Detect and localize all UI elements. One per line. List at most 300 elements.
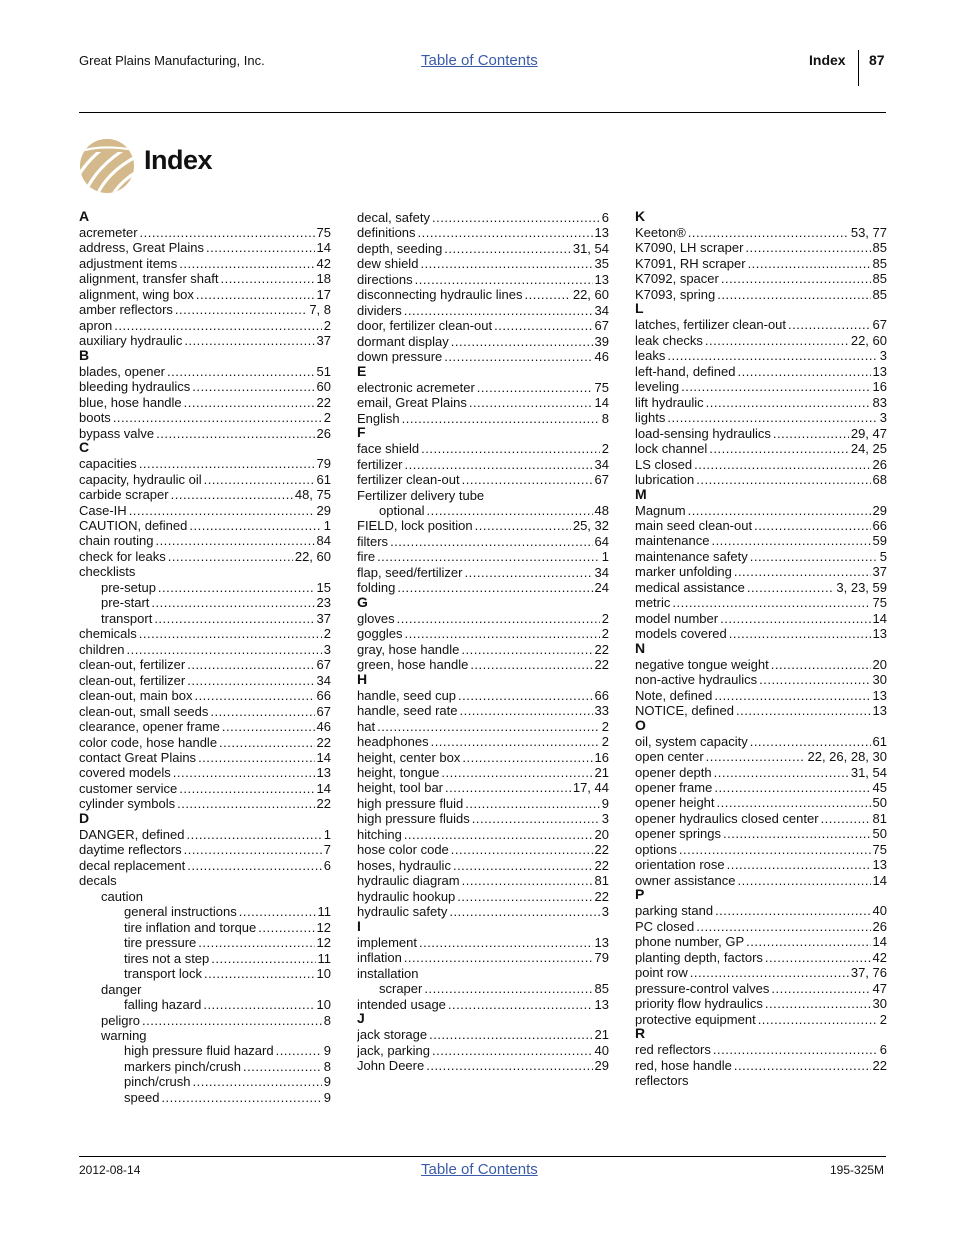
- index-page-refs[interactable]: 6: [879, 1042, 887, 1058]
- index-page-refs[interactable]: 7, 8: [309, 302, 331, 318]
- index-entry[interactable]: [357, 272, 609, 287]
- index-entry[interactable]: [357, 441, 609, 456]
- index-page-refs[interactable]: 13: [594, 271, 609, 287]
- index-entry[interactable]: [79, 1090, 331, 1105]
- index-entry[interactable]: [79, 827, 331, 842]
- index-page-refs[interactable]: 42: [872, 949, 887, 965]
- index-page-refs[interactable]: 3: [879, 348, 887, 364]
- index-page-refs[interactable]: 42: [316, 255, 331, 271]
- index-page-refs[interactable]: 14: [872, 610, 887, 626]
- index-entry[interactable]: [635, 426, 887, 441]
- index-entry[interactable]: [79, 951, 331, 966]
- index-page-refs[interactable]: 1: [601, 549, 609, 565]
- index-entry[interactable]: [79, 966, 331, 981]
- index-page-refs[interactable]: 22: [594, 842, 609, 858]
- index-entry[interactable]: [79, 781, 331, 796]
- dot-leader: [239, 904, 316, 919]
- index-entry[interactable]: [635, 441, 887, 456]
- dot-leader: [765, 996, 871, 1011]
- index-page-refs[interactable]: 29: [594, 1057, 609, 1073]
- index-entry[interactable]: [79, 1059, 331, 1074]
- index-entry[interactable]: [635, 1012, 887, 1027]
- index-page-refs[interactable]: 3: [323, 641, 331, 657]
- index-entry[interactable]: [79, 580, 331, 595]
- index-page-refs[interactable]: 35: [594, 256, 609, 272]
- index-page-refs[interactable]: 33: [594, 703, 609, 719]
- index-page-refs[interactable]: 37: [316, 610, 331, 626]
- index-entry[interactable]: [357, 904, 609, 919]
- index-page-refs[interactable]: 13: [872, 857, 887, 873]
- index-page-refs[interactable]: 40: [594, 1042, 609, 1058]
- index-page-refs[interactable]: 59: [872, 533, 887, 549]
- index-page-refs[interactable]: 46: [594, 349, 609, 365]
- index-entry[interactable]: [79, 657, 331, 672]
- index-entry[interactable]: [635, 1058, 887, 1073]
- index-page-refs[interactable]: 81: [594, 873, 609, 889]
- index-entry[interactable]: [79, 858, 331, 873]
- index-entry[interactable]: [635, 780, 887, 795]
- index-entry[interactable]: [357, 935, 609, 950]
- index-entry[interactable]: [357, 256, 609, 271]
- index-entry[interactable]: [635, 256, 887, 271]
- index-page-refs[interactable]: 34: [594, 456, 609, 472]
- index-entry[interactable]: [79, 549, 331, 564]
- index-entry[interactable]: [635, 903, 887, 918]
- index-entry[interactable]: [357, 842, 609, 857]
- index-page-refs[interactable]: 22: [316, 796, 331, 812]
- index-page-refs[interactable]: 11: [317, 904, 331, 920]
- index-page-refs[interactable]: 26: [316, 425, 331, 441]
- index-page-refs[interactable]: 10: [316, 966, 331, 982]
- index-entry[interactable]: [357, 642, 609, 657]
- index-entry[interactable]: [635, 934, 887, 949]
- index-page-refs[interactable]: 22: [594, 857, 609, 873]
- index-entry[interactable]: [635, 996, 887, 1011]
- index-page-refs[interactable]: 68: [872, 472, 887, 488]
- index-entry[interactable]: [357, 981, 609, 996]
- index-entry[interactable]: [357, 411, 609, 426]
- index-entry[interactable]: [357, 241, 609, 256]
- index-page-refs[interactable]: 21: [594, 765, 609, 780]
- index-entry[interactable]: [635, 379, 887, 394]
- index-entry[interactable]: [635, 549, 887, 564]
- index-page-refs[interactable]: 22: [594, 641, 609, 657]
- index-page-refs[interactable]: 6: [323, 857, 331, 873]
- index-entry[interactable]: [635, 410, 887, 425]
- index-entry[interactable]: [79, 379, 331, 394]
- index-entry[interactable]: [79, 225, 331, 240]
- index-entry[interactable]: [357, 380, 609, 395]
- index-entry[interactable]: [635, 965, 887, 980]
- index-page-refs[interactable]: 20: [872, 656, 887, 672]
- index-entry[interactable]: [79, 256, 331, 271]
- index-page-refs[interactable]: 8: [323, 1058, 331, 1074]
- index-page-refs[interactable]: 22: [316, 734, 331, 750]
- index-entry[interactable]: [635, 503, 887, 518]
- index-entry[interactable]: [79, 935, 331, 950]
- index-entry[interactable]: [357, 796, 609, 811]
- index-page-refs[interactable]: 13: [316, 765, 331, 781]
- index-page-refs[interactable]: 2: [601, 626, 609, 642]
- index-page-refs[interactable]: 13: [872, 687, 887, 703]
- index-page-refs[interactable]: 3: [879, 410, 887, 426]
- index-page-refs[interactable]: 50: [872, 826, 887, 842]
- index-page-refs[interactable]: 14: [872, 872, 887, 888]
- index-page-refs[interactable]: 61: [872, 733, 887, 749]
- index-entry[interactable]: [635, 688, 887, 703]
- index-page-refs[interactable]: 31, 54: [572, 240, 609, 256]
- index-entry[interactable]: [635, 672, 887, 687]
- index-entry[interactable]: [357, 518, 609, 533]
- index-page-refs[interactable]: 34: [316, 672, 331, 688]
- index-entry[interactable]: [635, 518, 887, 533]
- index-page-refs[interactable]: 13: [594, 934, 609, 950]
- index-page-refs[interactable]: 22, 60: [572, 287, 609, 303]
- index-entry[interactable]: [79, 735, 331, 750]
- toc-link-header[interactable]: Table of Contents: [421, 52, 538, 69]
- index-page-refs[interactable]: 16: [594, 749, 609, 765]
- index-page-refs[interactable]: 12: [316, 919, 331, 935]
- index-entry[interactable]: [635, 811, 887, 826]
- index-page-refs[interactable]: 8: [323, 1012, 331, 1028]
- index-entry[interactable]: [635, 595, 887, 610]
- index-page-refs[interactable]: 48, 75: [294, 487, 331, 503]
- index-page-refs[interactable]: 81: [872, 810, 887, 826]
- index-page-refs[interactable]: 24, 25: [850, 441, 887, 457]
- index-entry[interactable]: [79, 364, 331, 379]
- index-entry[interactable]: [79, 842, 331, 857]
- index-page-refs[interactable]: 46: [316, 719, 331, 735]
- index-entry[interactable]: [635, 240, 887, 255]
- index-page-refs[interactable]: 66: [594, 687, 609, 703]
- index-page-refs[interactable]: 85: [594, 981, 609, 997]
- index-entry[interactable]: [79, 240, 331, 255]
- index-entry[interactable]: [357, 703, 609, 718]
- index-page-refs[interactable]: 67: [594, 318, 609, 334]
- index-page-refs[interactable]: 14: [872, 934, 887, 950]
- index-entry[interactable]: [357, 472, 609, 487]
- index-page-refs[interactable]: 37: [316, 333, 331, 349]
- index-page-refs[interactable]: 75: [872, 595, 887, 611]
- index-entry[interactable]: [357, 457, 609, 472]
- index-entry[interactable]: [79, 688, 331, 703]
- index-page-refs[interactable]: 22: [872, 1057, 887, 1073]
- index-page-refs[interactable]: 85: [872, 271, 887, 287]
- index-page-refs[interactable]: 67: [316, 657, 331, 673]
- index-entry[interactable]: [357, 1027, 609, 1042]
- index-page-refs[interactable]: 2: [601, 441, 609, 457]
- index-entry[interactable]: [357, 287, 609, 302]
- index-page-refs[interactable]: 51: [316, 363, 331, 379]
- index-entry[interactable]: [79, 796, 331, 811]
- dot-leader: [681, 379, 870, 394]
- index-entry[interactable]: [635, 626, 887, 641]
- index-page-refs[interactable]: 75: [872, 841, 887, 857]
- index-page-refs[interactable]: 9: [323, 1089, 331, 1105]
- index-entry[interactable]: [357, 873, 609, 888]
- index-page-refs[interactable]: 21: [594, 1027, 609, 1043]
- index-page-refs[interactable]: 14: [594, 395, 609, 411]
- index-page-refs[interactable]: 2: [323, 317, 331, 333]
- index-entry[interactable]: [357, 395, 609, 410]
- index-entry[interactable]: [79, 287, 331, 302]
- index-page-refs[interactable]: 8: [601, 410, 609, 426]
- index-page-refs[interactable]: 2: [601, 734, 609, 750]
- index-page-refs[interactable]: 3: [601, 904, 609, 920]
- index-page-refs[interactable]: 2: [879, 1011, 887, 1027]
- index-page-refs[interactable]: 22: [316, 394, 331, 410]
- index-page-refs[interactable]: 37, 76: [850, 965, 887, 981]
- index-page-refs[interactable]: 66: [316, 688, 331, 704]
- index-page-refs[interactable]: 83: [872, 394, 887, 410]
- index-page-refs[interactable]: 34: [594, 302, 609, 318]
- index-page-refs[interactable]: 50: [872, 795, 887, 811]
- index-entry[interactable]: [357, 734, 609, 749]
- index-entry[interactable]: [635, 364, 887, 379]
- index-page-refs[interactable]: 17, 44: [572, 780, 609, 796]
- index-page-refs[interactable]: 22, 26, 28, 30: [807, 749, 887, 765]
- index-term: capacity, hydraulic oil: [79, 471, 202, 487]
- index-entry[interactable]: [357, 534, 609, 549]
- index-page-refs[interactable]: 75: [316, 225, 331, 240]
- toc-link-footer[interactable]: Table of Contents: [421, 1161, 538, 1178]
- index-entry[interactable]: [357, 1043, 609, 1058]
- index-page-refs[interactable]: 23: [316, 595, 331, 611]
- index-page-refs[interactable]: 61: [316, 471, 331, 487]
- index-entry[interactable]: [79, 611, 331, 626]
- index-entry[interactable]: [357, 750, 609, 765]
- index-entry[interactable]: [357, 565, 609, 580]
- index-entry[interactable]: [635, 857, 887, 872]
- index-page-refs[interactable]: 60: [316, 379, 331, 395]
- index-page-refs[interactable]: 13: [872, 703, 887, 719]
- index-page-refs[interactable]: 15: [316, 579, 331, 595]
- index-entry[interactable]: [635, 950, 887, 965]
- index-page-refs[interactable]: 17: [316, 286, 331, 302]
- index-page-refs[interactable]: 31, 54: [850, 764, 887, 780]
- index-page-refs[interactable]: 30: [872, 672, 887, 688]
- index-entry[interactable]: [635, 795, 887, 810]
- index-page-refs[interactable]: 34: [594, 564, 609, 580]
- index-entry[interactable]: [357, 210, 609, 225]
- index-page-refs[interactable]: 9: [323, 1074, 331, 1090]
- index-page-refs[interactable]: 30: [872, 996, 887, 1012]
- index-page-refs[interactable]: 2: [323, 626, 331, 642]
- index-entry[interactable]: [79, 704, 331, 719]
- index-page-refs[interactable]: 13: [872, 363, 887, 379]
- index-page-refs[interactable]: 40: [872, 903, 887, 919]
- index-entry[interactable]: [357, 303, 609, 318]
- index-page-refs[interactable]: 13: [594, 996, 609, 1012]
- index-entry[interactable]: [79, 626, 331, 641]
- index-entry[interactable]: [635, 611, 887, 626]
- index-page-refs[interactable]: 22: [594, 657, 609, 673]
- index-page-refs[interactable]: 22, 60: [294, 548, 331, 564]
- index-term: bypass valve: [79, 425, 155, 441]
- index-entry[interactable]: [79, 642, 331, 657]
- index-entry[interactable]: [79, 410, 331, 425]
- index-page-refs[interactable]: 29, 47: [850, 425, 887, 441]
- index-page-refs[interactable]: 14: [316, 240, 331, 256]
- index-page-refs[interactable]: 25, 32: [572, 518, 609, 534]
- index-page-refs[interactable]: 12: [316, 935, 331, 951]
- index-entry[interactable]: [635, 1042, 887, 1057]
- index-entry[interactable]: [79, 456, 331, 471]
- index-entry[interactable]: [357, 626, 609, 641]
- index-entry[interactable]: [635, 919, 887, 934]
- index-entry[interactable]: [79, 719, 331, 734]
- index-page-refs[interactable]: 29: [872, 502, 887, 518]
- index-entry[interactable]: [635, 734, 887, 749]
- index-entry[interactable]: [79, 503, 331, 518]
- index-page-refs[interactable]: 2: [601, 610, 609, 626]
- index-page-refs[interactable]: 2: [323, 410, 331, 426]
- index-entry[interactable]: [635, 457, 887, 472]
- index-page-refs[interactable]: 3: [601, 811, 609, 827]
- index-page-refs[interactable]: 9: [601, 795, 609, 811]
- index-page-refs[interactable]: 13: [594, 225, 609, 241]
- index-page-refs[interactable]: 18: [316, 271, 331, 287]
- index-entry[interactable]: [79, 487, 331, 502]
- index-page-refs[interactable]: 13: [872, 626, 887, 642]
- index-page-refs[interactable]: 84: [316, 533, 331, 549]
- index-entry[interactable]: [79, 472, 331, 487]
- index-entry[interactable]: [357, 950, 609, 965]
- index-page-refs[interactable]: 64: [594, 533, 609, 549]
- index-page-refs[interactable]: 39: [594, 333, 609, 349]
- index-entry[interactable]: [357, 997, 609, 1012]
- index-entry[interactable]: [635, 564, 887, 579]
- index-entry[interactable]: [357, 318, 609, 333]
- index-entry[interactable]: [357, 780, 609, 795]
- index-entry[interactable]: [635, 317, 887, 332]
- index-entry[interactable]: [79, 1074, 331, 1089]
- index-entry[interactable]: [357, 827, 609, 842]
- index-entry[interactable]: [635, 348, 887, 363]
- index-page-refs[interactable]: 67: [316, 703, 331, 719]
- index-entry[interactable]: [79, 518, 331, 533]
- index-page-refs[interactable]: 75: [594, 379, 609, 395]
- index-entry: [79, 982, 331, 997]
- index-entry[interactable]: [635, 842, 887, 857]
- index-entry[interactable]: [79, 333, 331, 348]
- index-entry[interactable]: [79, 395, 331, 410]
- index-page-refs[interactable]: 10: [316, 997, 331, 1013]
- index-entry[interactable]: [357, 765, 609, 780]
- index-page-refs[interactable]: 20: [594, 826, 609, 842]
- index-entry[interactable]: [79, 271, 331, 286]
- index-page-refs[interactable]: 6: [601, 210, 609, 225]
- index-entry[interactable]: [79, 426, 331, 441]
- index-page-refs[interactable]: 5: [879, 548, 887, 564]
- index-page-refs[interactable]: 3, 23, 59: [836, 579, 887, 595]
- index-page-refs[interactable]: 66: [872, 517, 887, 533]
- index-page-refs[interactable]: 85: [872, 255, 887, 271]
- index-entry[interactable]: [357, 611, 609, 626]
- index-page-refs[interactable]: 67: [594, 472, 609, 488]
- index-page-refs[interactable]: 22: [594, 888, 609, 904]
- index-entry[interactable]: [79, 750, 331, 765]
- index-page-refs[interactable]: 85: [872, 240, 887, 256]
- index-entry[interactable]: [635, 271, 887, 286]
- index-entry[interactable]: [357, 225, 609, 240]
- index-page-refs[interactable]: 14: [316, 780, 331, 796]
- index-page-refs[interactable]: 26: [872, 918, 887, 934]
- index-entry[interactable]: [79, 765, 331, 780]
- index-page-refs[interactable]: 2: [601, 718, 609, 734]
- index-entry[interactable]: [635, 873, 887, 888]
- index-page-refs[interactable]: 11: [317, 950, 331, 966]
- index-entry[interactable]: [79, 302, 331, 317]
- index-entry[interactable]: [79, 318, 331, 333]
- index-entry[interactable]: [357, 889, 609, 904]
- index-entry[interactable]: [635, 981, 887, 996]
- index-entry[interactable]: [79, 904, 331, 919]
- index-entry[interactable]: [79, 997, 331, 1012]
- index-entry[interactable]: [79, 920, 331, 935]
- index-entry[interactable]: [635, 580, 887, 595]
- index-page-refs[interactable]: 47: [872, 980, 887, 996]
- index-entry[interactable]: [357, 719, 609, 734]
- index-entry[interactable]: [635, 533, 887, 548]
- index-page-refs[interactable]: 7: [323, 842, 331, 858]
- index-entry[interactable]: [79, 673, 331, 688]
- index-page-refs[interactable]: 85: [872, 286, 887, 302]
- index-entry[interactable]: [357, 580, 609, 595]
- index-entry[interactable]: [79, 533, 331, 548]
- index-entry[interactable]: [635, 395, 887, 410]
- index-entry[interactable]: [357, 503, 609, 518]
- index-entry[interactable]: [357, 688, 609, 703]
- index-entry[interactable]: [635, 826, 887, 841]
- index-entry[interactable]: [79, 1043, 331, 1058]
- index-page-refs[interactable]: 26: [872, 456, 887, 472]
- index-entry[interactable]: [635, 703, 887, 718]
- index-page-refs[interactable]: 53, 77: [850, 225, 887, 240]
- index-entry[interactable]: [79, 1013, 331, 1028]
- index-entry[interactable]: [79, 595, 331, 610]
- index-entry[interactable]: [357, 1058, 609, 1073]
- index-entry[interactable]: [635, 333, 887, 348]
- index-page-refs[interactable]: 29: [316, 502, 331, 518]
- index-entry[interactable]: [357, 349, 609, 364]
- index-page-refs[interactable]: 16: [872, 379, 887, 395]
- index-page-refs[interactable]: 79: [594, 950, 609, 966]
- index-page-refs[interactable]: 24: [594, 580, 609, 596]
- index-entry[interactable]: [357, 334, 609, 349]
- index-page-refs[interactable]: 14: [316, 750, 331, 765]
- index-page-refs[interactable]: 67: [872, 317, 887, 333]
- index-page-refs[interactable]: 22, 60: [850, 332, 887, 348]
- index-entry[interactable]: [357, 657, 609, 672]
- index-entry[interactable]: [635, 225, 887, 240]
- index-page-refs[interactable]: 48: [594, 502, 609, 518]
- index-entry[interactable]: [635, 657, 887, 672]
- index-entry[interactable]: [635, 765, 887, 780]
- index-page-refs[interactable]: 79: [316, 456, 331, 472]
- index-page-refs[interactable]: 1: [323, 517, 331, 533]
- index-page-refs[interactable]: 45: [872, 780, 887, 795]
- index-entry[interactable]: [357, 549, 609, 564]
- index-page-refs[interactable]: 9: [323, 1043, 331, 1059]
- index-page-refs[interactable]: 37: [872, 564, 887, 580]
- index-entry[interactable]: [635, 472, 887, 487]
- index-entry[interactable]: [635, 287, 887, 302]
- index-entry[interactable]: [357, 811, 609, 826]
- index-page-refs[interactable]: 1: [323, 826, 331, 842]
- index-entry[interactable]: [357, 858, 609, 873]
- index-entry[interactable]: [635, 749, 887, 764]
